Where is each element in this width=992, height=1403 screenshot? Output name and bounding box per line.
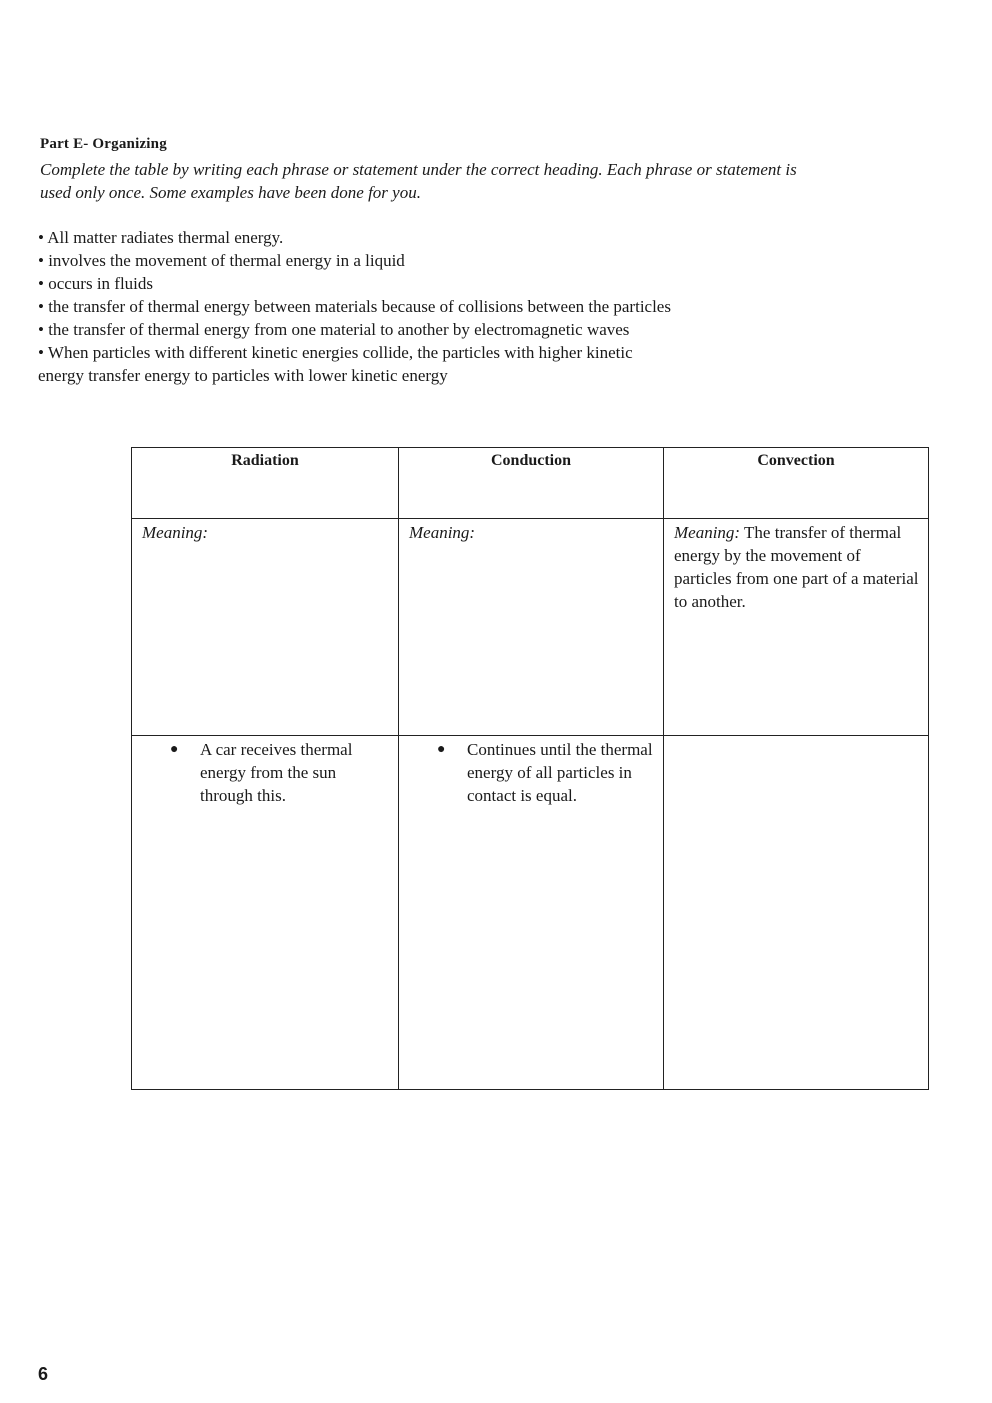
meaning-row [132,519,929,736]
convection-header: Convection [664,448,929,519]
radiation-examples-cell[interactable] [132,736,399,1090]
example-list [399,738,655,807]
phrase-item: • When particles with different kinetic energies collide, the particles with higher kinetic energy transfer energy to particles with lower kinetic energy [38,343,633,385]
page-number: 6 [38,1364,49,1384]
phrase-item: • involves the movement of thermal energy in a liquid [38,251,405,270]
convection-meaning-cell[interactable] [664,519,929,736]
phrase-item: • the transfer of thermal energy from one material to another by electromagnetic waves [38,320,630,339]
meaning-label: Meaning: [142,523,209,542]
convection-examples-cell[interactable] [664,736,929,1090]
phrase-item: • All matter radiates thermal energy. [38,228,284,247]
radiation-header: Radiation [132,448,399,519]
meaning-text: The transfer of thermal energy by the movement of particles from one part of a material to another. [674,523,919,611]
example-text: A car receives thermal energy from the sun through this. [200,740,353,805]
header-row [132,448,929,519]
examples-row [132,736,929,1090]
bullet-icon: ● [437,742,446,757]
phrase-item: • the transfer of thermal energy between materials because of collisions between the particles [38,297,671,316]
meaning-label: Meaning: [674,523,741,542]
phrase-list [38,226,678,387]
phrase-item: • occurs in fluids [38,274,154,293]
conduction-meaning-cell[interactable] [399,519,664,736]
instructions-text: Complete the table by writing each phrase or statement under the correct heading. Each phrase or statement is used only once. Some examples have been done for you. [40,160,797,202]
bullet-icon: ● [170,742,179,757]
example-list [132,738,390,807]
example-item [170,738,390,807]
section-heading: Part E- Organizing [40,136,167,152]
radiation-meaning-cell[interactable] [132,519,399,736]
example-item [437,738,655,807]
meaning-label: Meaning: [409,523,476,542]
organizer-table [131,447,929,1090]
example-text: Continues until the thermal energy of all particles in contact is equal. [467,740,653,805]
conduction-header: Conduction [399,448,664,519]
conduction-examples-cell[interactable] [399,736,664,1090]
